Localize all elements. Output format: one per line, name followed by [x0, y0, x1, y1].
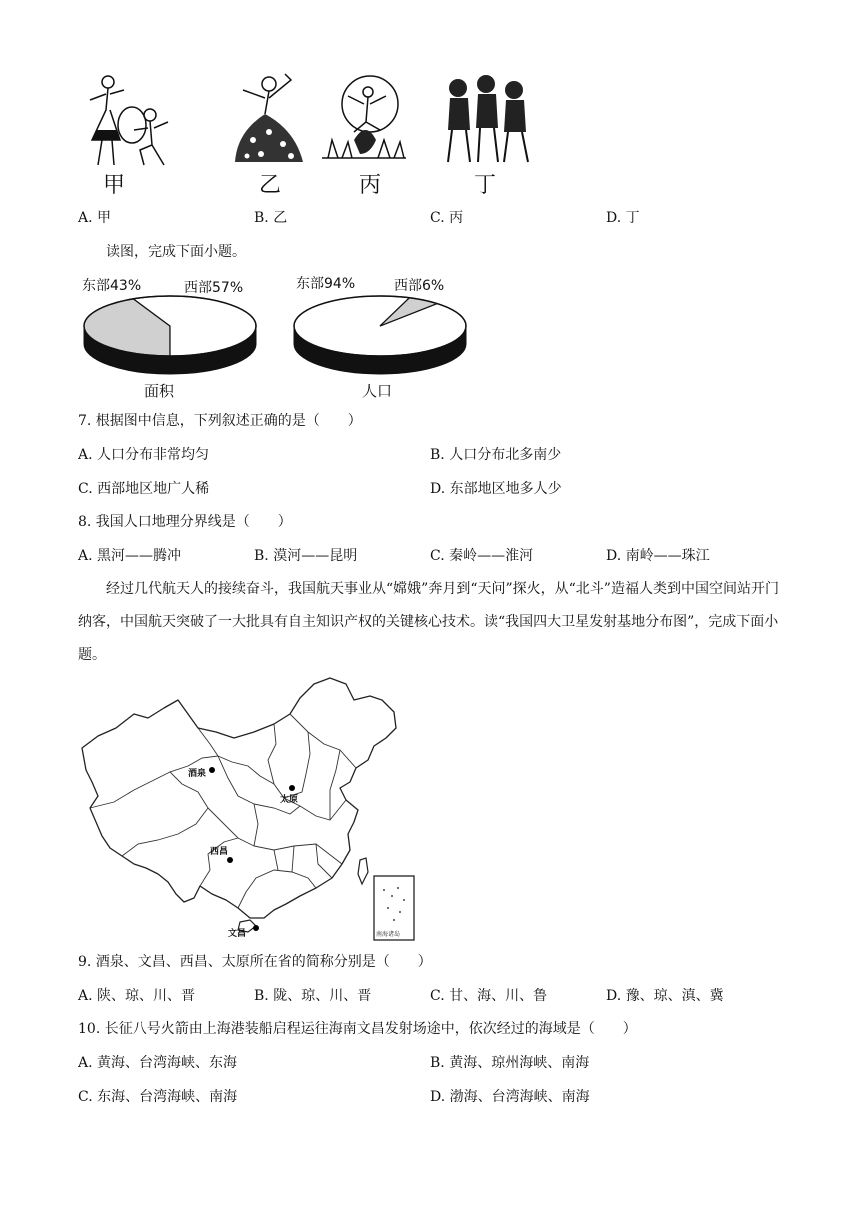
dance-figure-bing [318, 70, 410, 170]
dance-figure-ding [440, 70, 532, 170]
q10-option-c[interactable]: C. 东海、台湾海峡、南海 [78, 1089, 238, 1105]
dance-label-bing: 丙 [359, 173, 382, 198]
taiyuan-marker [289, 785, 295, 791]
option-d[interactable]: D. 丁 [606, 210, 640, 226]
q8-option-b[interactable]: B. 漠河——昆明 [254, 548, 358, 564]
wenchang-label: 文昌 [228, 929, 247, 939]
option-b[interactable]: B. 乙 [254, 210, 288, 226]
inset-label: 南海诸岛 [376, 931, 401, 938]
q9-option-b[interactable]: B. 陇、琼、川、晋 [254, 988, 372, 1004]
population-pie-chart [294, 276, 466, 400]
pie-charts [76, 270, 476, 402]
space-intro-paragraph: 经过几代航天人的接续奋斗，我国航天事业从“嫦娥”奔月到“天问”探火，从“北斗”造福人类到中国空间站开门纳客，中国航天突破了一大批具有自主知识产权的关键核心技术。读“我国四大卫星发射基地分布图”，完成下面小题。 [78, 581, 779, 663]
area-chart-title: 面积 [144, 382, 175, 400]
area-label-east: 东部43% [82, 278, 142, 294]
area-label-west: 西部57% [184, 280, 244, 296]
population-label-east: 东部94% [296, 276, 356, 292]
q10-option-b[interactable]: B. 黄海、琼州海峡、南海 [430, 1055, 590, 1071]
q10-option-a[interactable]: A. 黄海、台湾海峡、东海 [78, 1055, 238, 1071]
question-10-stem: 10. 长征八号火箭由上海港装船启程运往海南文昌发射场途中，依次经过的海域是（ ） [78, 1021, 637, 1037]
q8-option-a[interactable]: A. 黑河——腾冲 [78, 548, 182, 564]
q7-option-a[interactable]: A. 人口分布非常均匀 [78, 447, 210, 463]
q8-option-d[interactable]: D. 南岭——珠江 [606, 548, 710, 564]
option-c[interactable]: C. 丙 [430, 210, 464, 226]
dance-figure-jia [80, 70, 172, 170]
pie-intro: 读图，完成下面小题。 [106, 244, 246, 260]
dance-label-jia: 甲 [103, 173, 126, 198]
q7-option-d[interactable]: D. 东部地区地多人少 [430, 481, 562, 497]
q9-option-a[interactable]: A. 陕、琼、川、晋 [78, 988, 196, 1004]
dance-label-ding: 丁 [474, 173, 497, 198]
q9-option-c[interactable]: C. 甘、海、川、鲁 [430, 988, 548, 1004]
population-label-west: 西部6% [394, 278, 445, 294]
dance-label-yi: 乙 [259, 173, 282, 198]
xichang-marker [227, 857, 233, 863]
taiwan-island [358, 858, 368, 884]
question-7-stem: 7. 根据图中信息，下列叙述正确的是（ ） [78, 413, 362, 429]
china-launch-site-map [78, 674, 420, 944]
population-chart-title: 人口 [362, 382, 393, 400]
jiuquan-marker [209, 767, 215, 773]
question-8-stem: 8. 我国人口地理分界线是（ ） [78, 514, 292, 530]
q9-option-d[interactable]: D. 豫、琼、滇、冀 [606, 988, 724, 1004]
q7-option-c[interactable]: C. 西部地区地广人稀 [78, 481, 210, 497]
question-9-stem: 9. 酒泉、文昌、西昌、太原所在省的简称分别是（ ） [78, 954, 432, 970]
area-pie-chart [82, 278, 256, 400]
south-china-sea-inset [374, 876, 414, 940]
dance-figure-yi [225, 70, 317, 170]
xichang-label: 西昌 [210, 847, 229, 857]
wenchang-marker [253, 925, 259, 931]
q10-option-d[interactable]: D. 渤海、台湾海峡、南海 [430, 1089, 590, 1105]
q8-option-c[interactable]: C. 秦岭——淮河 [430, 548, 534, 564]
jiuquan-label: 酒泉 [188, 769, 207, 779]
q7-option-b[interactable]: B. 人口分布北多南少 [430, 447, 562, 463]
taiyuan-label: 太原 [280, 795, 299, 805]
option-a[interactable]: A. 甲 [78, 210, 112, 226]
china-outline [82, 678, 396, 918]
